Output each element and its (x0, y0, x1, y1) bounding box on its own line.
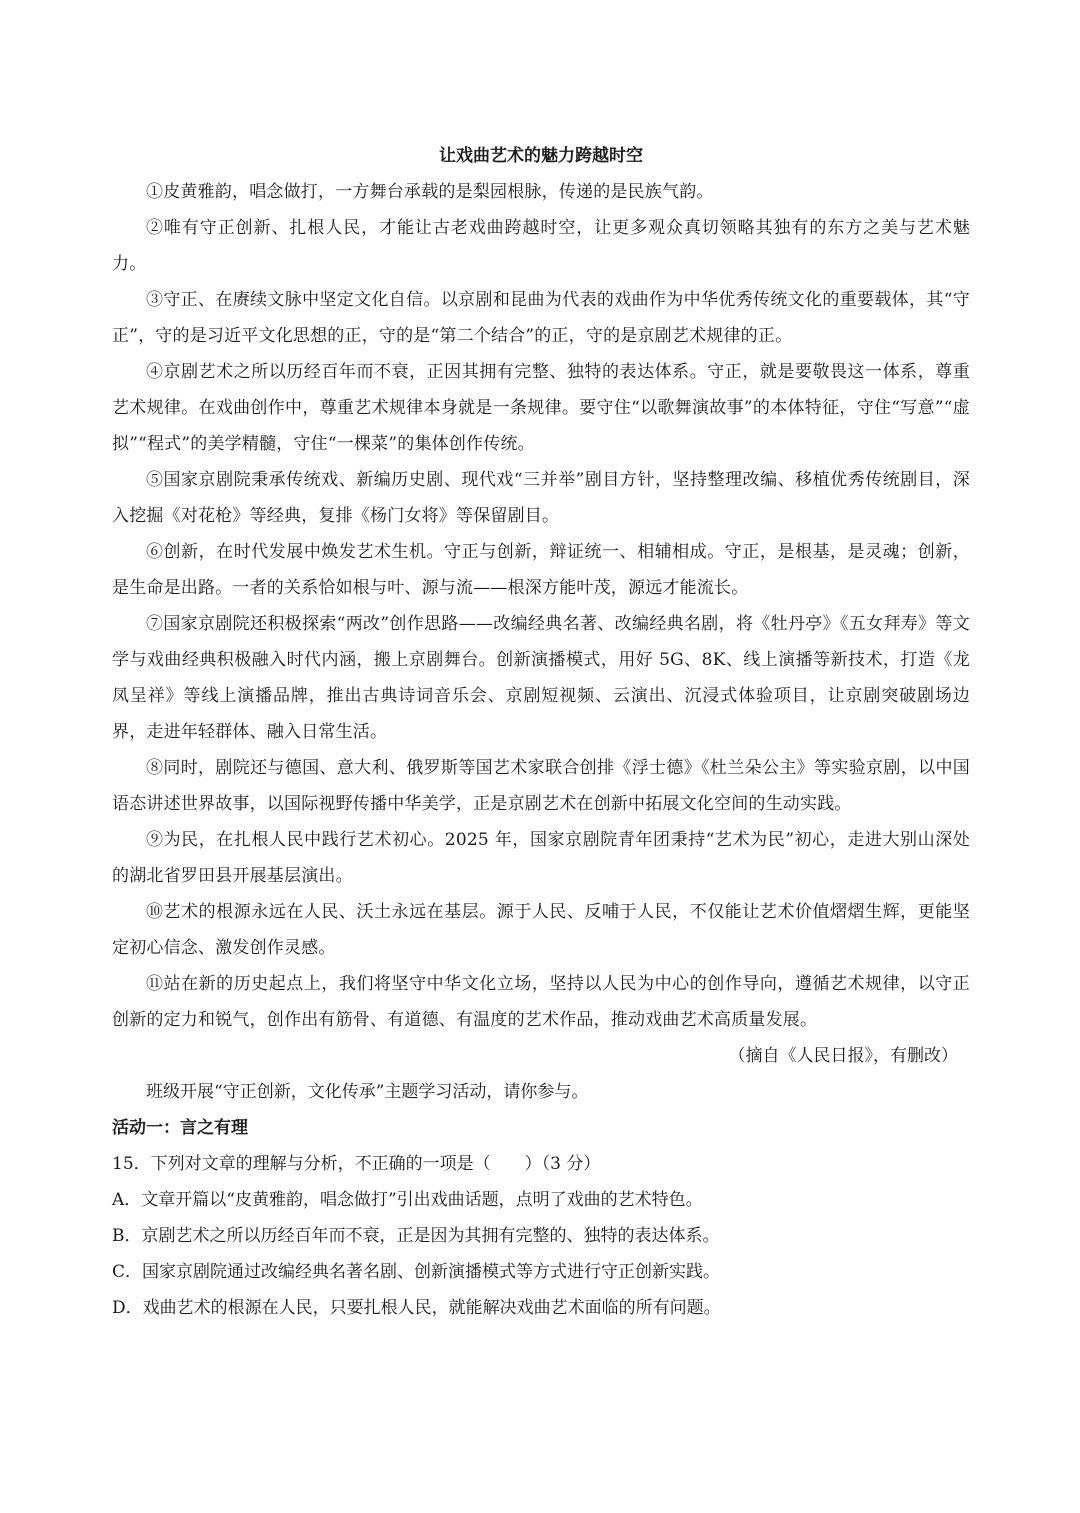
paragraph-4: ④京剧艺术之所以历经百年而不衰，正因其拥有完整、独特的表达体系。守正，就是要敬畏这一体系，尊重艺术规律。在戏曲创作中，尊重艺术规律本身就是一条规律。要守住“以歌舞演故事”的本体特征，守住“写意”“虚拟”“程式”的美学精髓，守住“一棵菜”的集体创作传统。 (112, 362, 970, 454)
paragraph-11: ⑪站在新的历史起点上，我们将坚守中华文化立场，坚持以人民为中心的创作导向，遵循艺术规律，以守正创新的定力和锐气，创作出有筋骨、有道德、有温度的艺术作品，推动戏曲艺术高质量发展。 (112, 974, 970, 1030)
option-d: D．戏曲艺术的根源在人民，只要扎根人民，就能解决戏曲艺术面临的所有问题。 (112, 1298, 721, 1318)
option-a: A．文章开篇以“皮黄雅韵，唱念做打”引出戏曲话题，点明了戏曲的艺术特色。 (112, 1190, 703, 1210)
paragraph-7: ⑦国家京剧院还积极探索“两改”创作思路——改编经典名著、改编经典名剧，将《牡丹亭》《五女拜寿》等文学与戏曲经典积极融入时代内涵，搬上京剧舞台。创新演播模式，用好 5G、8K、线上演播等新技术，打造《龙凤呈祥》等线上演播品牌，推出古典诗词音乐会、京剧短视频、云演出、沉浸式体验项目，让京剧突破剧场边界，走进年轻群体、融入日常生活。 (112, 614, 970, 742)
paragraph-5: ⑤国家京剧院秉承传统戏、新编历史剧、现代戏“三并举”剧目方针，坚持整理改编、移植优秀传统剧目，深入挖掘《对花枪》等经典，复排《杨门女将》等保留剧目。 (112, 470, 970, 526)
option-b: B．京剧艺术之所以历经百年而不衰，正是因为其拥有完整的、独特的表达体系。 (112, 1226, 720, 1246)
article-title: 让戏曲艺术的魅力跨越时空 (439, 146, 643, 166)
question-15: 15．下列对文章的理解与分析，不正确的一项是（ ）（3 分） (112, 1154, 601, 1174)
paragraph-10: ⑩艺术的根源永远在人民、沃土永远在基层。源于人民、反哺于人民，不仅能让艺术价值熠熠生辉，更能坚定初心信念、激发创作灵感。 (112, 902, 970, 958)
activity-title: 活动一：言之有理 (112, 1118, 248, 1138)
paragraph-1: ①皮黄雅韵，唱念做打，一方舞台承载的是梨园根脉，传递的是民族气韵。 (146, 182, 714, 202)
option-c: C．国家京剧院通过改编经典名著名剧、创新演播模式等方式进行守正创新实践。 (112, 1262, 721, 1282)
paragraph-9: ⑨为民，在扎根人民中践行艺术初心。2025 年，国家京剧院青年团秉持“艺术为民”初心，走进大别山深处的湖北省罗田县开展基层演出。 (112, 830, 970, 886)
paragraph-8: ⑧同时，剧院还与德国、意大利、俄罗斯等国艺术家联合创排《浮士德》《杜兰朵公主》等实验京剧，以中国语态讲述世界故事，以国际视野传播中华美学，正是京剧艺术在创新中拓展文化空间的生动实践。 (112, 758, 970, 814)
paragraph-3: ③守正、在赓续文脉中坚定文化自信。以京剧和昆曲为代表的戏曲作为中华优秀传统文化的重要载体，其“守正”，守的是习近平文化思想的正，守的是“第二个结合”的正，守的是京剧艺术规律的正。 (112, 290, 970, 346)
paragraph-2: ②唯有守正创新、扎根人民，才能让古老戏曲跨越时空，让更多观众真切领略其独有的东方之美与艺术魅力。 (112, 218, 970, 274)
article-source: （摘自《人民日报》，有删改） (728, 1046, 958, 1066)
document-page (112, 138, 970, 1326)
paragraph-6: ⑥创新，在时代发展中焕发艺术生机。守正与创新，辩证统一、相辅相成。守正，是根基，是灵魂；创新，是生命是出路。一者的关系恰如根与叶、源与流——根深方能叶茂，源远才能流长。 (112, 542, 970, 598)
activity-intro: 班级开展“守正创新，文化传承”主题学习活动，请你参与。 (146, 1082, 589, 1102)
